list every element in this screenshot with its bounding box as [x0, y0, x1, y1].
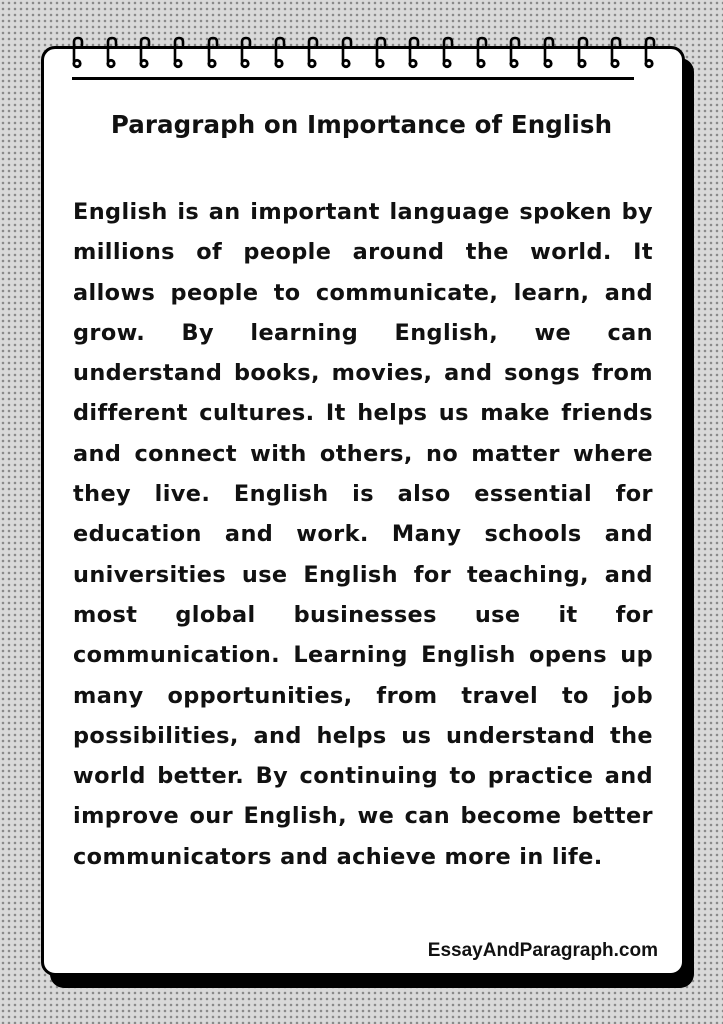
- spiral-ring-icon: [540, 36, 558, 70]
- spiral-ring-icon: [103, 36, 121, 70]
- spiral-ring-icon: [170, 36, 188, 70]
- binding-line: [72, 77, 634, 80]
- spiral-ring-icon: [506, 36, 524, 70]
- spiral-ring-icon: [136, 36, 154, 70]
- spiral-ring-icon: [607, 36, 625, 70]
- spiral-ring-icon: [304, 36, 322, 70]
- spiral-ring-icon: [439, 36, 457, 70]
- spiral-ring-icon: [204, 36, 222, 70]
- spiral-ring-icon: [405, 36, 423, 70]
- page-title: Paragraph on Importance of English: [110, 110, 613, 139]
- spiral-ring-icon: [271, 36, 289, 70]
- spiral-binding: [69, 36, 659, 70]
- spiral-ring-icon: [372, 36, 390, 70]
- paragraph-text: English is an important language spoken by millions of people around the world. It allows people to communicate, learn, and grow. By learning English, we can understand books, movies, and songs from different cultures. It helps us make friends and connect with others, no matter where they live. English is also essential for education and work. Many schools and universities use English for teaching, and most global businesses use it for communication. Learning English opens up many opportunities, from travel to job possibilities, and helps us understand the world better. By continuing to practice and improve our English, we can become better communicators and achieve more in life.: [73, 199, 653, 870]
- spiral-ring-icon: [473, 36, 491, 70]
- spiral-ring-icon: [641, 36, 659, 70]
- source-credit: EssayAndParagraph.com: [427, 940, 658, 961]
- spiral-ring-icon: [69, 36, 87, 70]
- spiral-ring-icon: [237, 36, 255, 70]
- spiral-ring-icon: [574, 36, 592, 70]
- spiral-ring-icon: [338, 36, 356, 70]
